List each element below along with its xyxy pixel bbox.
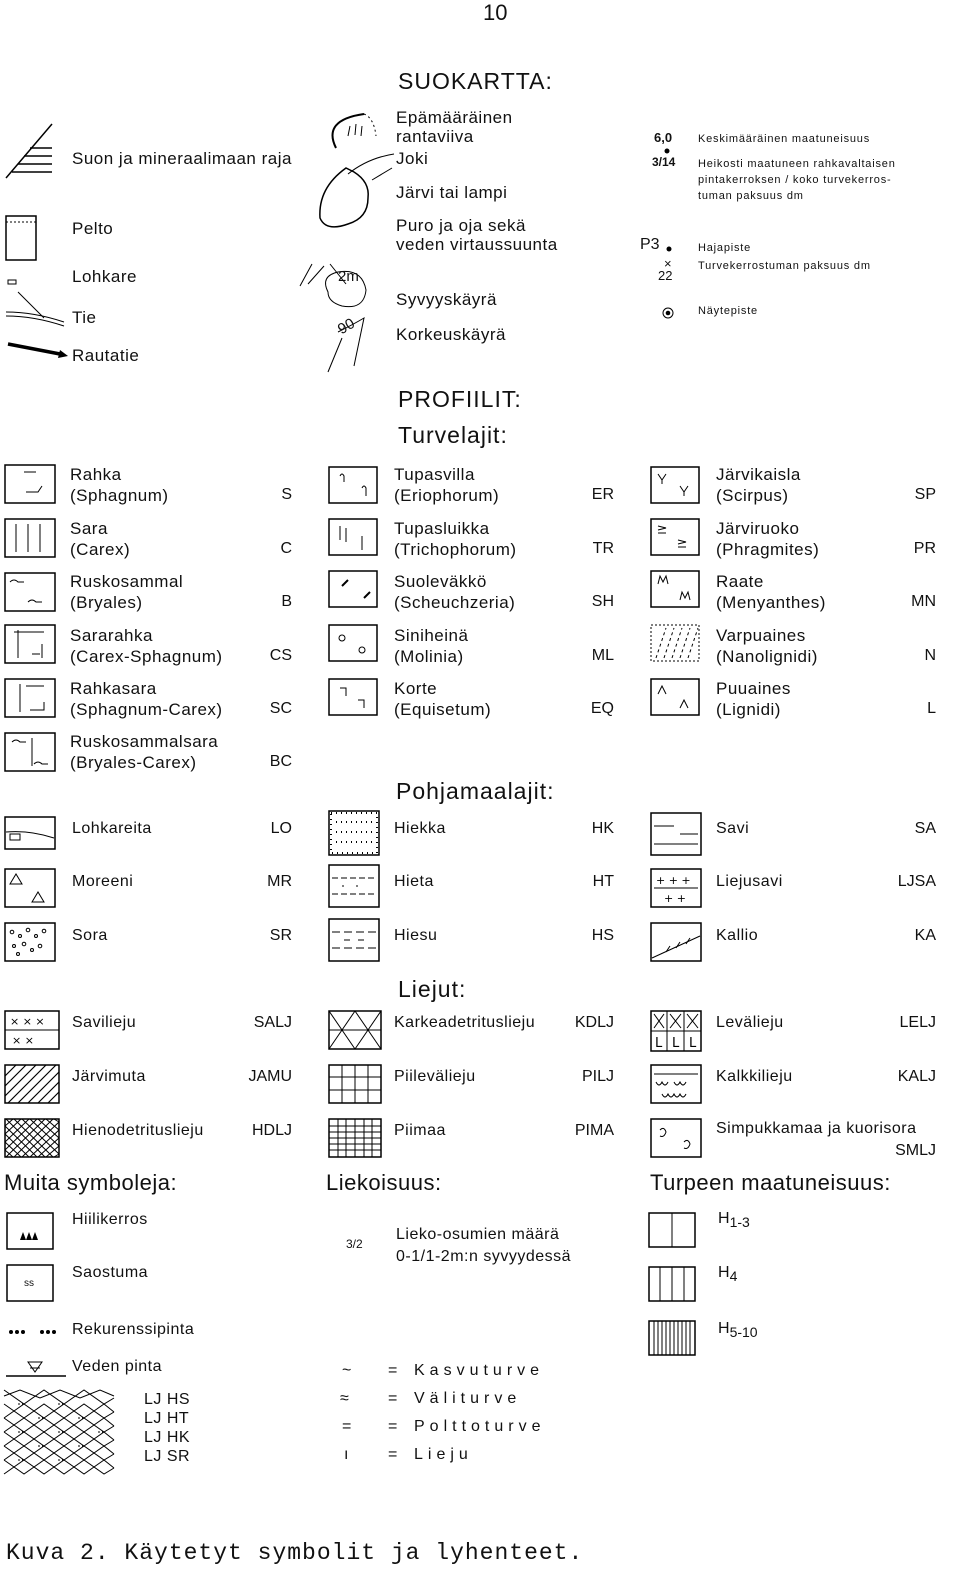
point-value: P3 <box>640 236 660 253</box>
peat-rahka: Rahka (Sphagnum) <box>70 465 169 505</box>
hydro-symbols <box>298 108 398 378</box>
peat-puuaines-abbr: L <box>927 700 936 717</box>
ruskosammalsara-symbol <box>4 732 56 772</box>
tupasvilla-symbol <box>328 466 378 504</box>
humif-h4-symbol <box>648 1266 696 1302</box>
peat-ruskosammalsara: Ruskosammalsara (Bryales-Carex) <box>70 732 219 772</box>
peat-raate: Raate (Menyanthes) <box>716 572 826 612</box>
type-lieju: Lieju <box>414 1446 473 1463</box>
type-valiturve: Väliturve <box>414 1390 522 1407</box>
contour-value: 90 <box>334 314 358 339</box>
lohkareita-symbol <box>4 816 56 850</box>
gyttja-karkeadetrituslieju-abbr: KDLJ <box>574 1014 614 1031</box>
suolevakko-symbol <box>328 570 378 608</box>
mineral-hieta: Hieta <box>394 873 434 890</box>
gyttja-hienodetrituslieju-abbr: HDLJ <box>251 1122 292 1139</box>
kalkkilieju-symbol <box>650 1064 702 1104</box>
type-kasvuturve-eq: = <box>388 1362 398 1379</box>
mineral-hiekka: Hiekka <box>394 820 446 837</box>
page-number: 10 <box>483 0 508 25</box>
kallio-symbol <box>650 922 702 962</box>
gyttja-title: Liejut: <box>398 976 467 1002</box>
karkeadetrituslieju-symbol <box>328 1010 382 1050</box>
peat-tupasluikka-abbr: TR <box>592 540 614 557</box>
gyttja-piilevalieju: Piilevälieju <box>394 1068 476 1085</box>
mineral-sora: Sora <box>72 927 108 944</box>
lj-labels: LJ HS LJ HT LJ HK LJ SR <box>144 1391 191 1465</box>
peat-suolevakko-abbr: SH <box>591 593 614 610</box>
mineral-kallio: Kallio <box>716 927 759 944</box>
mineral-hiesu: Hiesu <box>394 927 438 944</box>
varpuaines-symbol <box>650 624 700 662</box>
peat-tupasluikka: Tupasluikka (Trichophorum) <box>394 519 517 559</box>
sample-point-icon <box>662 307 674 319</box>
peat-jarvikaisla-abbr: SP <box>914 486 936 503</box>
jarviruoko-symbol <box>650 518 700 556</box>
peat-rahka-abbr: S <box>281 486 292 503</box>
boulder-label: Lohkare <box>72 267 137 286</box>
peat-ruskosammal: Ruskosammal (Bryales) <box>70 572 184 612</box>
humif-h13-symbol <box>648 1212 696 1248</box>
peat-varpuaines: Varpuaines (Nanolignidi) <box>716 626 818 666</box>
gyttja-jarvimuta-abbr: JAMU <box>248 1068 292 1085</box>
gyttja-savilieju: Savilieju <box>72 1014 137 1031</box>
peat-raate-abbr: MN <box>911 593 936 610</box>
railway-label: Rautatie <box>72 346 140 365</box>
hiesu-symbol <box>328 918 380 962</box>
sara-symbol <box>4 518 56 558</box>
depth-curve-value: 2m <box>338 268 359 285</box>
rahka-symbol <box>4 464 56 504</box>
peat-sararahka-abbr: CS <box>269 647 292 664</box>
gyttja-piilevalieju-abbr: PILJ <box>581 1068 614 1085</box>
river-label: Joki <box>396 149 429 168</box>
siniheina-symbol <box>328 624 378 662</box>
hiekka-symbol <box>328 810 380 856</box>
lieko-title: Liekoisuus: <box>326 1170 442 1195</box>
gyttja-piimaa: Piimaa <box>394 1122 446 1139</box>
levalieju-symbol <box>650 1010 702 1052</box>
lieko-label: Lieko-osumien määrä 0-1/1-2m:n syvyydessä <box>396 1226 572 1265</box>
type-lieju-symbol: ı <box>344 1446 349 1463</box>
water-surface-label: Veden pinta <box>72 1358 163 1375</box>
other-title: Muita symboleja: <box>4 1170 178 1195</box>
mineral-lohkareita-abbr: LO <box>270 820 292 837</box>
gyttja-simpukkamaa: Simpukkamaa ja kuorisora <box>716 1120 917 1137</box>
type-lieju-eq: = <box>388 1446 398 1463</box>
type-kasvuturve: Kasvuturve <box>414 1362 545 1379</box>
peat-korte-abbr: EQ <box>590 700 614 717</box>
gyttja-levalieju-abbr: LELJ <box>899 1014 936 1031</box>
tupasluikka-symbol <box>328 518 378 556</box>
gyttja-simpukkamaa-abbr: SMLJ <box>895 1142 936 1159</box>
type-valiturve-symbol: ≈ <box>340 1390 349 1407</box>
field-label: Pelto <box>72 219 114 238</box>
piimaa-symbol <box>328 1118 382 1158</box>
puuaines-symbol <box>650 678 700 716</box>
mineral-liejusavi: Liejusavi <box>716 873 783 890</box>
peat-korte: Korte (Equisetum) <box>394 679 492 719</box>
coal-layer-label: Hiilikerros <box>72 1211 148 1228</box>
mineral-hiekka-abbr: HK <box>591 820 614 837</box>
rahkasara-symbol <box>4 678 56 718</box>
jarvimuta-symbol <box>4 1064 60 1104</box>
savilieju-symbol <box>4 1010 60 1050</box>
gyttja-jarvimuta: Järvimuta <box>72 1068 146 1085</box>
avg-depth-dot <box>664 148 670 154</box>
humif-h510-symbol <box>648 1320 696 1356</box>
sample-label: Näytepiste <box>698 305 758 317</box>
depth-curve-label: Syvyyskäyrä <box>396 290 497 309</box>
mineral-kallio-abbr: KA <box>914 927 936 944</box>
weak-value: 3/14 <box>652 155 676 169</box>
mineral-sora-abbr: SR <box>269 927 292 944</box>
boundary-symbol <box>4 122 54 182</box>
type-valiturve-eq: = <box>388 1390 398 1407</box>
peat-jarviruoko: Järviruoko (Phragmites) <box>716 519 820 559</box>
hieta-symbol <box>328 864 380 908</box>
mineral-moreeni: Moreeni <box>72 873 134 890</box>
railway-symbol <box>6 340 68 362</box>
avg-depth-value: 6,0 <box>654 130 673 145</box>
gyttja-hienodetrituslieju: Hienodetrituslieju <box>72 1122 204 1139</box>
gyttja-kalkkilieju-abbr: KALJ <box>897 1068 936 1085</box>
peat-title: Turvelajit: <box>398 422 508 448</box>
peat-ruskosammalsara-abbr: BC <box>269 753 292 770</box>
field-symbol <box>4 214 38 262</box>
sararahka-symbol <box>4 624 56 664</box>
shoreline-label: Epämääräinen rantaviiva <box>396 108 513 146</box>
contour-label: Korkeuskäyrä <box>396 325 506 344</box>
peat-jarviruoko-abbr: PR <box>913 540 936 557</box>
mineral-liejusavi-abbr: LJSA <box>897 873 936 890</box>
svg-text:L: L <box>689 1036 697 1051</box>
peat-varpuaines-abbr: N <box>924 647 936 664</box>
map-title: SUOKARTTA: <box>398 68 553 94</box>
gyttja-piimaa-abbr: PIMA <box>574 1122 614 1139</box>
avg-depth-label: Keskimääräinen maatuneisuus <box>698 133 871 145</box>
profiles-title: PROFIILIT: <box>398 386 522 412</box>
peat-jarvikaisla: Järvikaisla (Scirpus) <box>716 465 801 505</box>
liejusavi-symbol <box>650 868 702 908</box>
gyttja-savilieju-abbr: SALJ <box>253 1014 292 1031</box>
mineral-title: Pohjamaalajit: <box>396 778 555 804</box>
humif-h13-label: $H_{1-3}$ <box>718 1210 750 1231</box>
mineral-savi-abbr: SA <box>914 820 936 837</box>
mineral-hiesu-abbr: HS <box>591 927 614 944</box>
gyttja-kalkkilieju: Kalkkilieju <box>716 1068 793 1085</box>
type-polttoturve: Polttoturve <box>414 1418 546 1435</box>
humif-title: Turpeen maatuneisuus: <box>650 1170 891 1195</box>
road-label: Tie <box>72 308 97 327</box>
saostuma-box-text: ss <box>24 1278 34 1289</box>
ruskosammal-symbol <box>4 572 56 612</box>
peat-siniheina-abbr: ML <box>591 647 614 664</box>
raate-symbol <box>650 570 700 608</box>
jarvikaisla-symbol <box>650 466 700 504</box>
sora-symbol <box>4 922 56 962</box>
peat-suolevakko: Suoleväkkö (Scheuchzeria) <box>394 572 516 612</box>
point-label: Hajapiste <box>698 242 752 254</box>
humif-h510-label: $H_{5-10}$ <box>718 1320 758 1341</box>
svg-text:× × ×: × × × <box>10 1015 45 1028</box>
peat-sara-abbr: C <box>280 540 292 557</box>
hienodetrituslieju-symbol <box>4 1118 60 1158</box>
peat-puuaines: Puuaines (Lignidi) <box>716 679 791 719</box>
peat-rahkasara-abbr: SC <box>269 700 292 717</box>
coal-layer-symbol <box>6 1212 54 1250</box>
saostuma-label: Saostuma <box>72 1264 149 1281</box>
boundary-label: Suon ja mineraalimaan raja <box>72 149 292 168</box>
thickness-label: Turvekerrostuman paksuus dm <box>698 260 871 272</box>
peat-ruskosammal-abbr: B <box>281 593 292 610</box>
peat-tupasvilla: Tupasvilla (Eriophorum) <box>394 465 500 505</box>
thickness-mark: × <box>664 256 672 271</box>
humif-h4-label: $H_4$ <box>718 1264 738 1285</box>
thickness-value: 22 <box>658 268 673 283</box>
type-polttoturve-eq: = <box>388 1418 398 1435</box>
svg-text:+ + +: + + + <box>656 874 691 887</box>
peat-sararahka: Sararahka (Carex-Sphagnum) <box>70 626 223 666</box>
peat-rahkasara: Rahkasara (Sphagnum-Carex) <box>70 679 223 719</box>
lj-crosshatch-symbol <box>4 1388 116 1476</box>
stream-label: Puro ja oja sekä veden virtaussuunta <box>396 216 558 254</box>
piilevalieju-symbol <box>328 1064 382 1104</box>
water-surface-symbol <box>6 1360 66 1380</box>
point-dot <box>666 246 672 252</box>
lieko-value: 3/2 <box>346 1237 363 1251</box>
savi-symbol <box>650 812 702 856</box>
peat-sara: Sara (Carex) <box>70 519 131 559</box>
weak-label: Heikosti maatuneen rahkavaltaisen pintakerroksen / koko turvekerros- tuman paksuus dm <box>698 158 896 202</box>
mineral-hieta-abbr: HT <box>592 873 614 890</box>
moreeni-symbol <box>4 868 56 908</box>
lake-label: Järvi tai lampi <box>396 183 508 202</box>
korte-symbol <box>328 678 378 716</box>
svg-text:+ +: + + <box>664 892 686 905</box>
mineral-savi: Savi <box>716 820 750 837</box>
simpukkamaa-symbol <box>650 1118 702 1158</box>
peat-siniheina: Siniheinä (Molinia) <box>394 626 469 666</box>
recurrence-symbol <box>8 1328 64 1336</box>
svg-text:L: L <box>672 1036 680 1051</box>
boulder-road-symbol <box>4 278 66 328</box>
gyttja-karkeadetrituslieju: Karkeadetrituslieju <box>394 1014 536 1031</box>
svg-text:L: L <box>655 1036 663 1051</box>
peat-tupasvilla-abbr: ER <box>591 486 614 503</box>
mineral-moreeni-abbr: MR <box>267 873 292 890</box>
figure-caption: Kuva 2. Käytetyt symbolit ja lyhenteet. <box>6 1540 584 1566</box>
mineral-lohkareita: Lohkareita <box>72 820 152 837</box>
type-polttoturve-symbol: = <box>342 1418 352 1435</box>
type-kasvuturve-symbol: ~ <box>342 1362 352 1379</box>
gyttja-levalieju: Levälieju <box>716 1014 784 1031</box>
recurrence-label: Rekurenssipinta <box>72 1321 195 1338</box>
svg-text:× ×: × × <box>12 1034 34 1047</box>
